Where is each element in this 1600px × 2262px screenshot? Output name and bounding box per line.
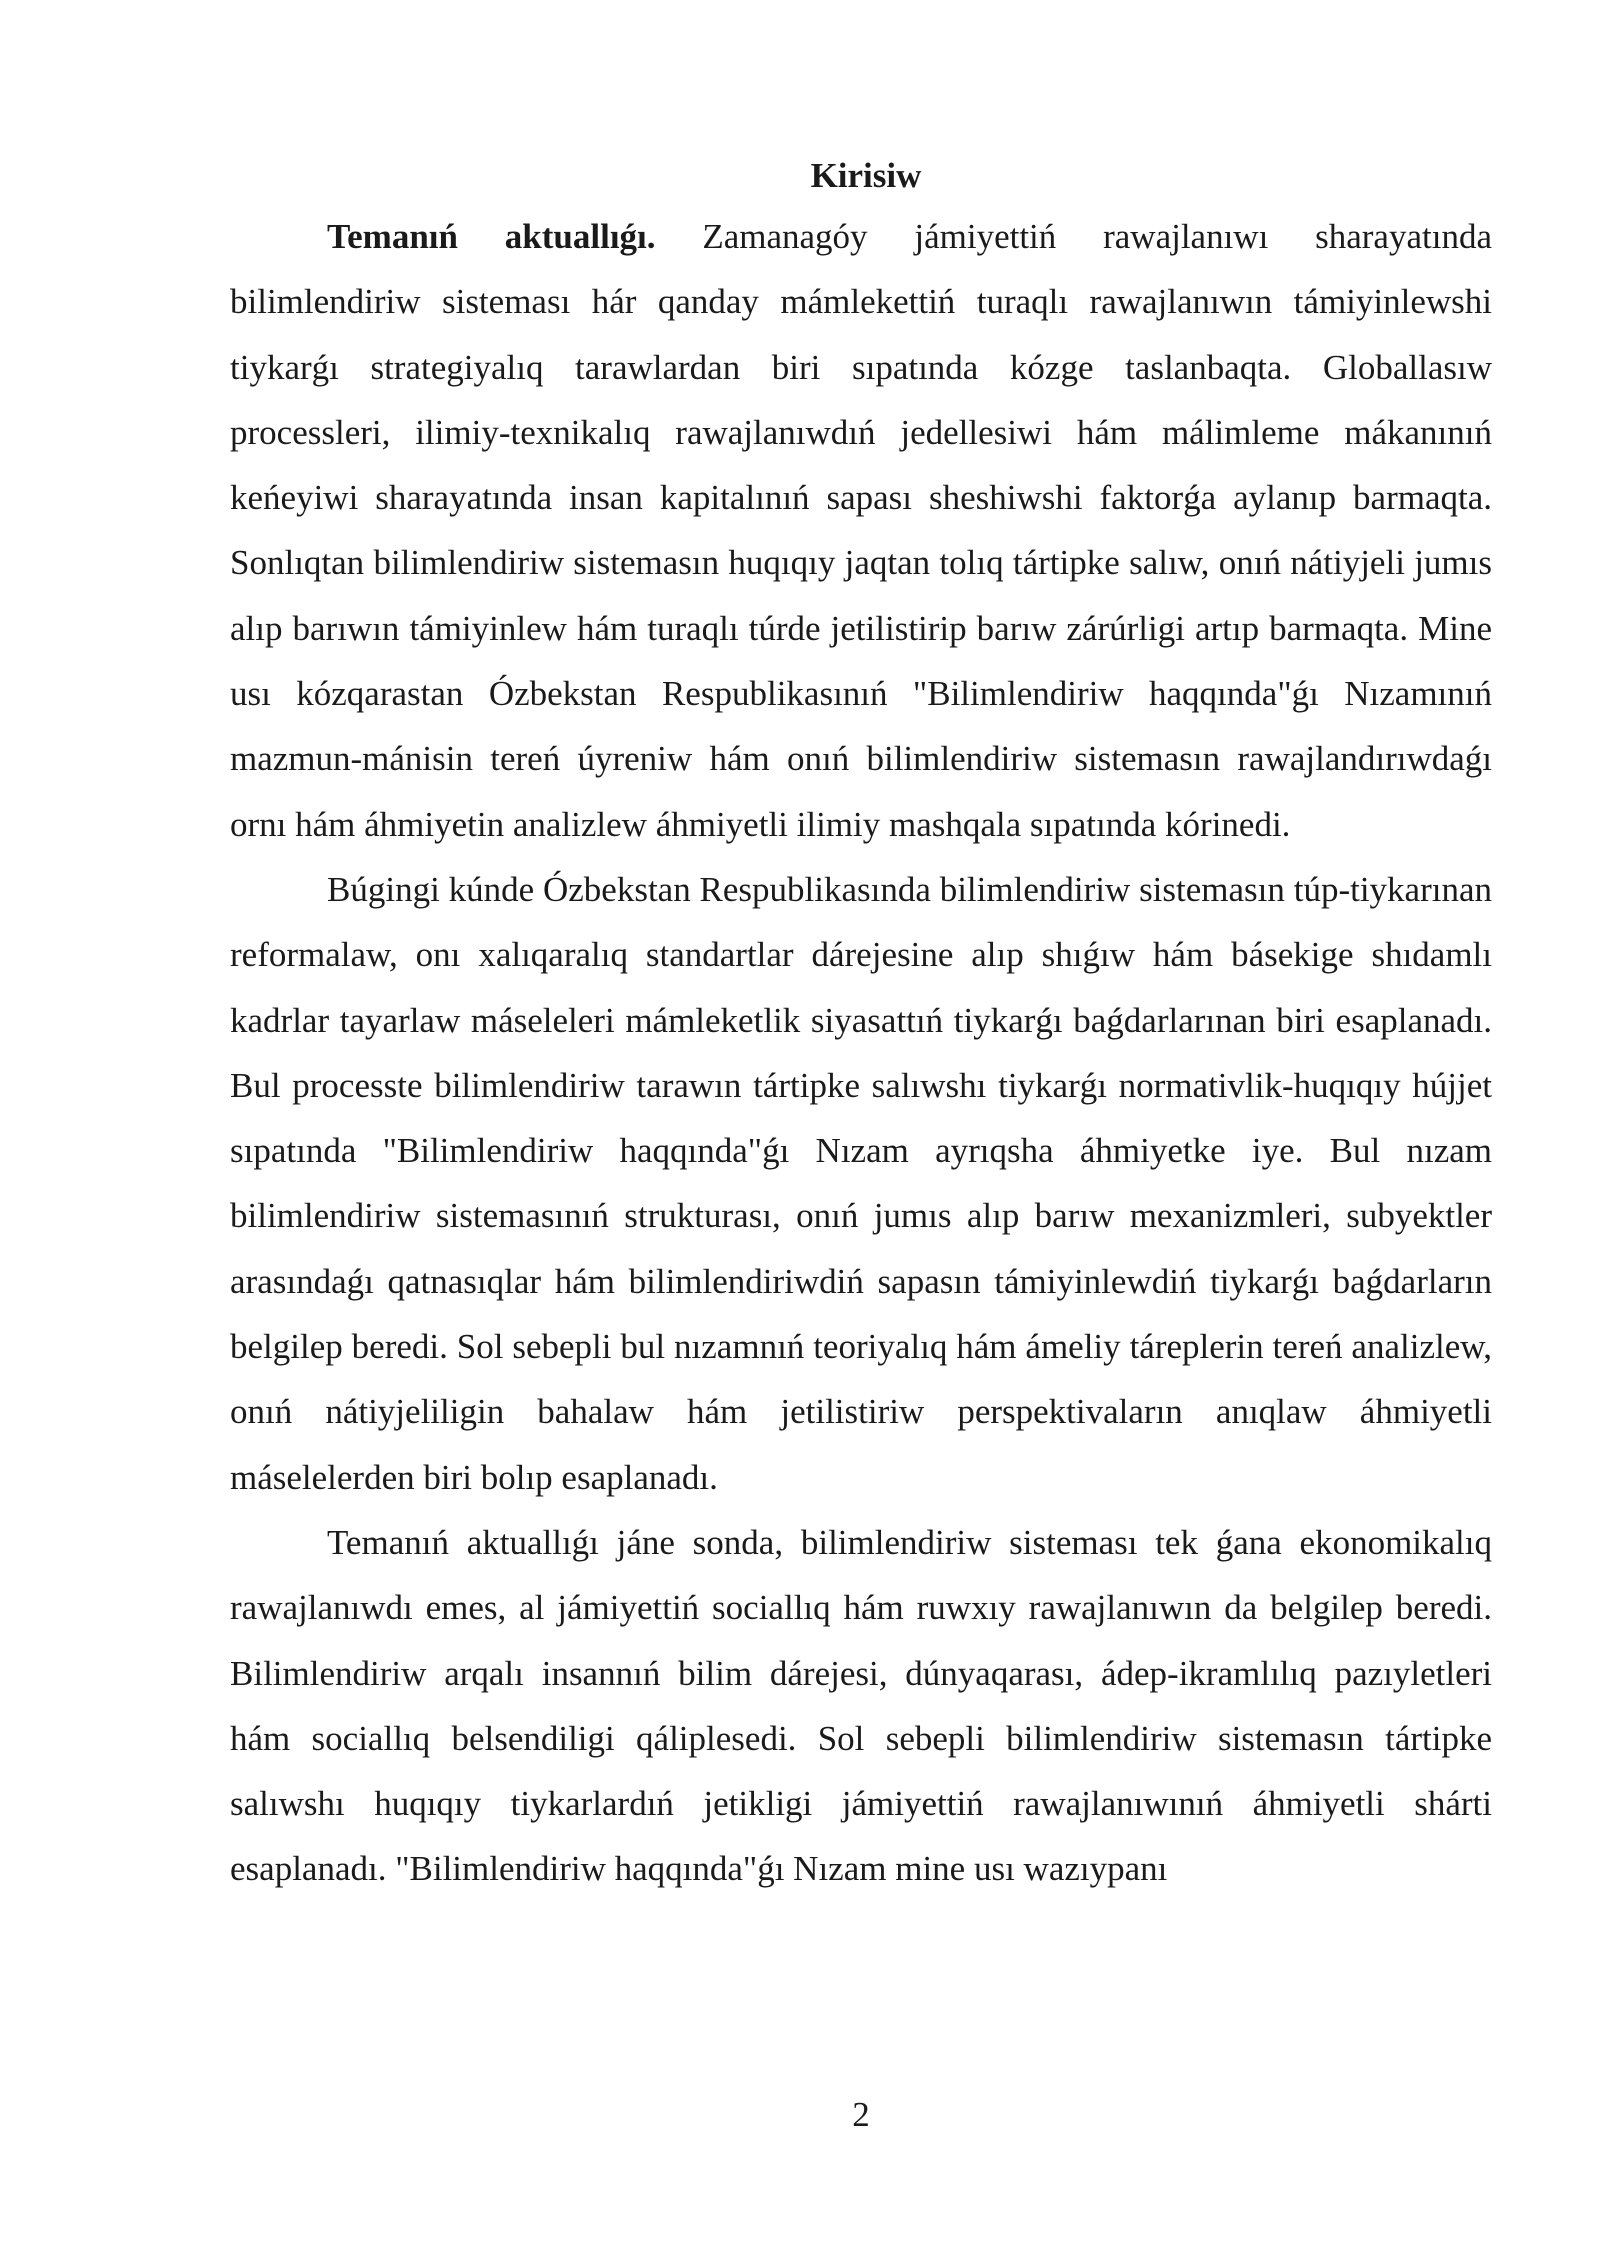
paragraph-body-text: Búgingi kúnde Ózbekstan Respublikasında bilimlendiriw sistemasın túp-tiykarınan reformalaw, onı xalıqaralıq standartlar dárejesine alıp shıǵıw hám básekige shıdamlı kadrlar tayarlaw máseleleri mámleketlik siyasattıń tiykarǵı baǵdarlarınan biri esaplanadı. Bul processte bilimlendiriw tarawın tártipke salıwshı tiykarǵı normativlik-huqıqıy hújjet sıpatında "Bilimlendiriw haqqında"ǵı Nızam ayrıqsha áhmiyetke iye. Bul nızam bilimlendiriw sistemasınıń strukturası, onıń jumıs alıp barıw mexanizmleri, subyektler arasındaǵı qatnasıqlar hám bilimlendiriwdiń sapasın támiyinlewdiń tiykarǵı baǵdarların belgilep beredi. Sol sebepli bul nızamnıń teoriyalıq hám ámeliy táreplerin tereń analizlew, onıń nátiyjeliligin bahalaw hám jetilistiriw perspektivaların anıqlaw áhmiyetli máselelerden biri bolıp esaplanadı. bbox=[230, 869, 1492, 1497]
document-page bbox=[230, 148, 1492, 1902]
page-title: Kirisiw bbox=[810, 156, 922, 195]
page-number: 2 bbox=[852, 2095, 870, 2134]
paragraph-body-text: Zamanagóy jámiyettiń rawajlanıwı sharayatında bilimlendiriw sisteması hár qanday mámlekettiń turaqlı rawajlanıwın támiyinlewshi tiykarǵı strategiyalıq tarawlardan biri sıpatında kózge taslanbaqta. Globallasıw processleri, ilimiy-texnikalıq rawajlanıwdıń jedellesiwi hám málimleme mákanınıń keńeyiwi sharayatında insan kapitalınıń sapası sheshiwshi faktorǵa aylanıp barmaqta. Sonlıqtan bilimlendiriw sistemasın huqıqıy jaqtan tolıq tártipke salıw, onıń nátiyjeli jumıs alıp barıwın támiyinlew hám turaqlı túrde jetilistirip barıw zárúrligi artıp barmaqta. Mine usı kózqarastan Ózbekstan Respublikasınıń "Bilimlendiriw haqqında"ǵı Nızamınıń mazmun-mánisin tereń úyreniw hám onıń bilimlendiriw sistemasın rawajlandırıwdaǵı ornı hám áhmiyetin analizlew áhmiyetli ilimiy mashqala sıpatında kórinedi. bbox=[230, 217, 1492, 844]
paragraph-body-text: Temanıń aktuallıǵı jáne sonda, bilimlendiriw sisteması tek ǵana ekonomikalıq rawajlanıwdı emes, al jámiyettiń sociallıq hám ruwxıy rawajlanıwın da belgilep beredi. Bilimlendiriw arqalı insannıń bilim dárejesi, dúnyaqarası, ádep-ikramlılıq pazıyletleri hám sociallıq belsendiligi qáliplesedi. Sol sebepli bilimlendiriw sistemasın tártipke salıwshı huqıqıy tiykarlardıń jetikligi jámiyettiń rawajlanıwınıń áhmiyetli shárti esaplanadı. "Bilimlendiriw haqqında"ǵı Nızam mine usı wazıypanı bbox=[230, 1522, 1492, 1889]
paragraph-reforms bbox=[230, 857, 1492, 1510]
paragraph-actuality bbox=[230, 204, 1492, 857]
paragraph-social-role bbox=[230, 1510, 1492, 1902]
paragraph-lead-heading: Temanıń aktuallıǵı. bbox=[327, 217, 656, 256]
